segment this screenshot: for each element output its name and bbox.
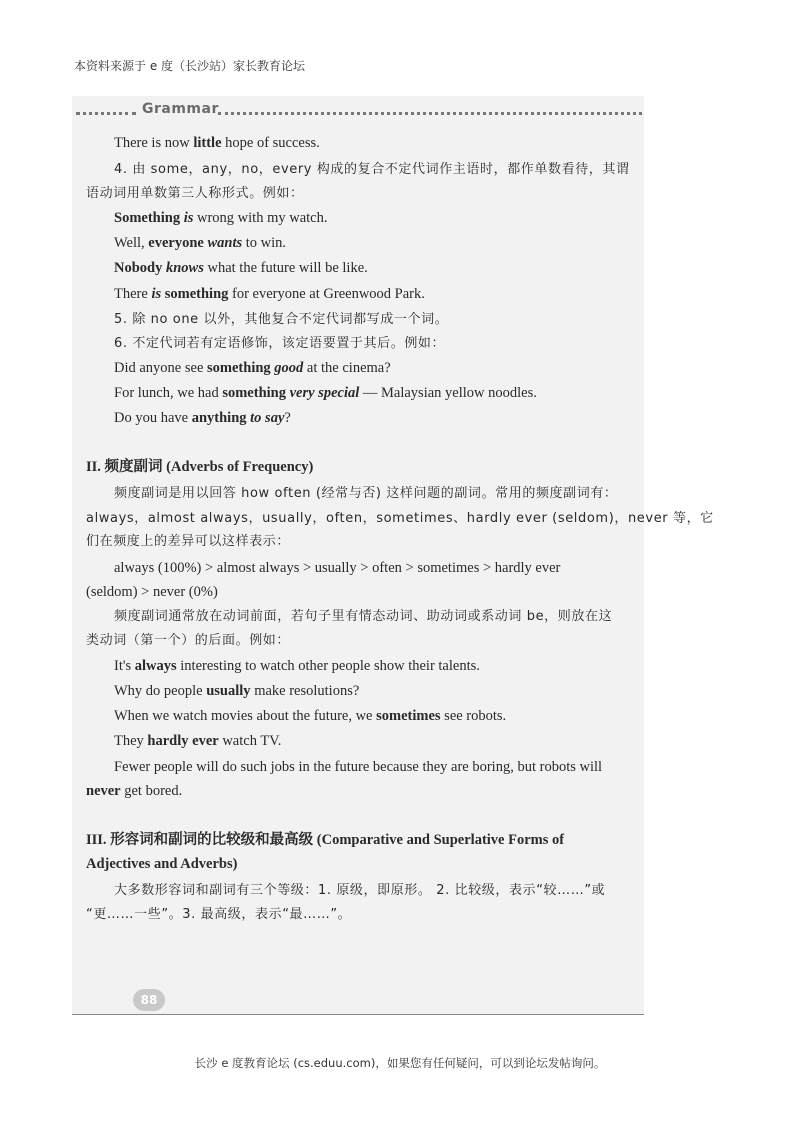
paragraph: 们在频度上的差异可以这样表示： [86, 534, 291, 549]
example-sentence: There is something for everyone at Greenwood Park. [114, 286, 425, 302]
example-sentence: It's always interesting to watch other people show their talents. [114, 658, 480, 674]
dotted-rule-left [76, 112, 136, 115]
section-heading-adverbs-of-frequency: II. 频度副词 (Adverbs of Frequency) [86, 459, 314, 475]
rule-paragraph-4: 4. 由 some，any，no，every 构成的复合不定代词作主语时，都作单数看待，其谓 [114, 162, 630, 177]
page-number-badge: 88 [133, 989, 165, 1011]
paragraph: 类动词（第一个）的后面。例如： [86, 633, 291, 648]
example-sentence: Why do people usually make resolutions? [114, 683, 360, 699]
grammar-header-bar [72, 103, 644, 121]
example-sentence: never get bored. [86, 783, 183, 799]
example-sentence: Nobody knows what the future will be like. [114, 260, 368, 276]
example-sentence: They hardly ever watch TV. [114, 733, 282, 749]
paragraph: “更……一些”。3. 最高级，表示“最……”。 [86, 907, 352, 922]
dotted-rule-right [218, 112, 642, 115]
scanned-page [72, 96, 644, 1014]
rule-paragraph-4-cont: 语动词用单数第三人称形式。例如： [86, 186, 304, 201]
example-sentence: Well, everyone wants to win. [114, 235, 287, 251]
example-sentence: There is now little hope of success. [114, 135, 320, 151]
frequency-scale: always (100%) > almost always > usually > often > sometimes > hardly ever [114, 560, 561, 576]
footer-forum-note: 长沙 e 度教育论坛 (cs.eduu.com)，如果您有任何疑问，可以到论坛发帖询问。 [194, 1056, 606, 1070]
paragraph: 频度副词通常放在动词前面，若句子里有情态动词、助动词或系动词 be，则放在这 [114, 609, 613, 624]
header-source-note: 本资料来源于 e 度（长沙站）家长教育论坛 [74, 59, 306, 73]
example-sentence: Something is wrong with my watch. [114, 210, 328, 226]
frequency-scale: (seldom) > never (0%) [86, 584, 218, 600]
example-sentence: Do you have anything to say? [114, 410, 291, 426]
example-sentence: When we watch movies about the future, we sometimes see robots. [114, 708, 507, 724]
paragraph: 大多数形容词和副词有三个等级：1. 原级，即原形。 2. 比较级，表示“较……”或 [114, 883, 606, 898]
section-heading-comparative-superlative-cont: Adjectives and Adverbs) [86, 856, 238, 872]
paragraph: always，almost always，usually，often，sometimes、hardly ever (seldom)，never 等，它 [86, 511, 714, 526]
paragraph: 频度副词是用以回答 how often (经常与否) 这样问题的副词。常用的频度副词有： [114, 486, 618, 501]
example-sentence: Fewer people will do such jobs in the future because they are boring, but robots will [114, 759, 603, 775]
section-heading-comparative-superlative: III. 形容词和副词的比较级和最高级 (Comparative and Superlative Forms of [86, 832, 565, 848]
grammar-label: Grammar [142, 101, 219, 117]
page-bottom-rule [72, 1014, 644, 1015]
example-sentence: For lunch, we had something very special — Malaysian yellow noodles. [114, 385, 537, 401]
rule-paragraph-5: 5. 除 no one 以外，其他复合不定代词都写成一个词。 [114, 312, 449, 327]
rule-paragraph-6: 6. 不定代词若有定语修饰，该定语要置于其后。例如： [114, 336, 446, 351]
example-sentence: Did anyone see something good at the cinema? [114, 360, 391, 376]
